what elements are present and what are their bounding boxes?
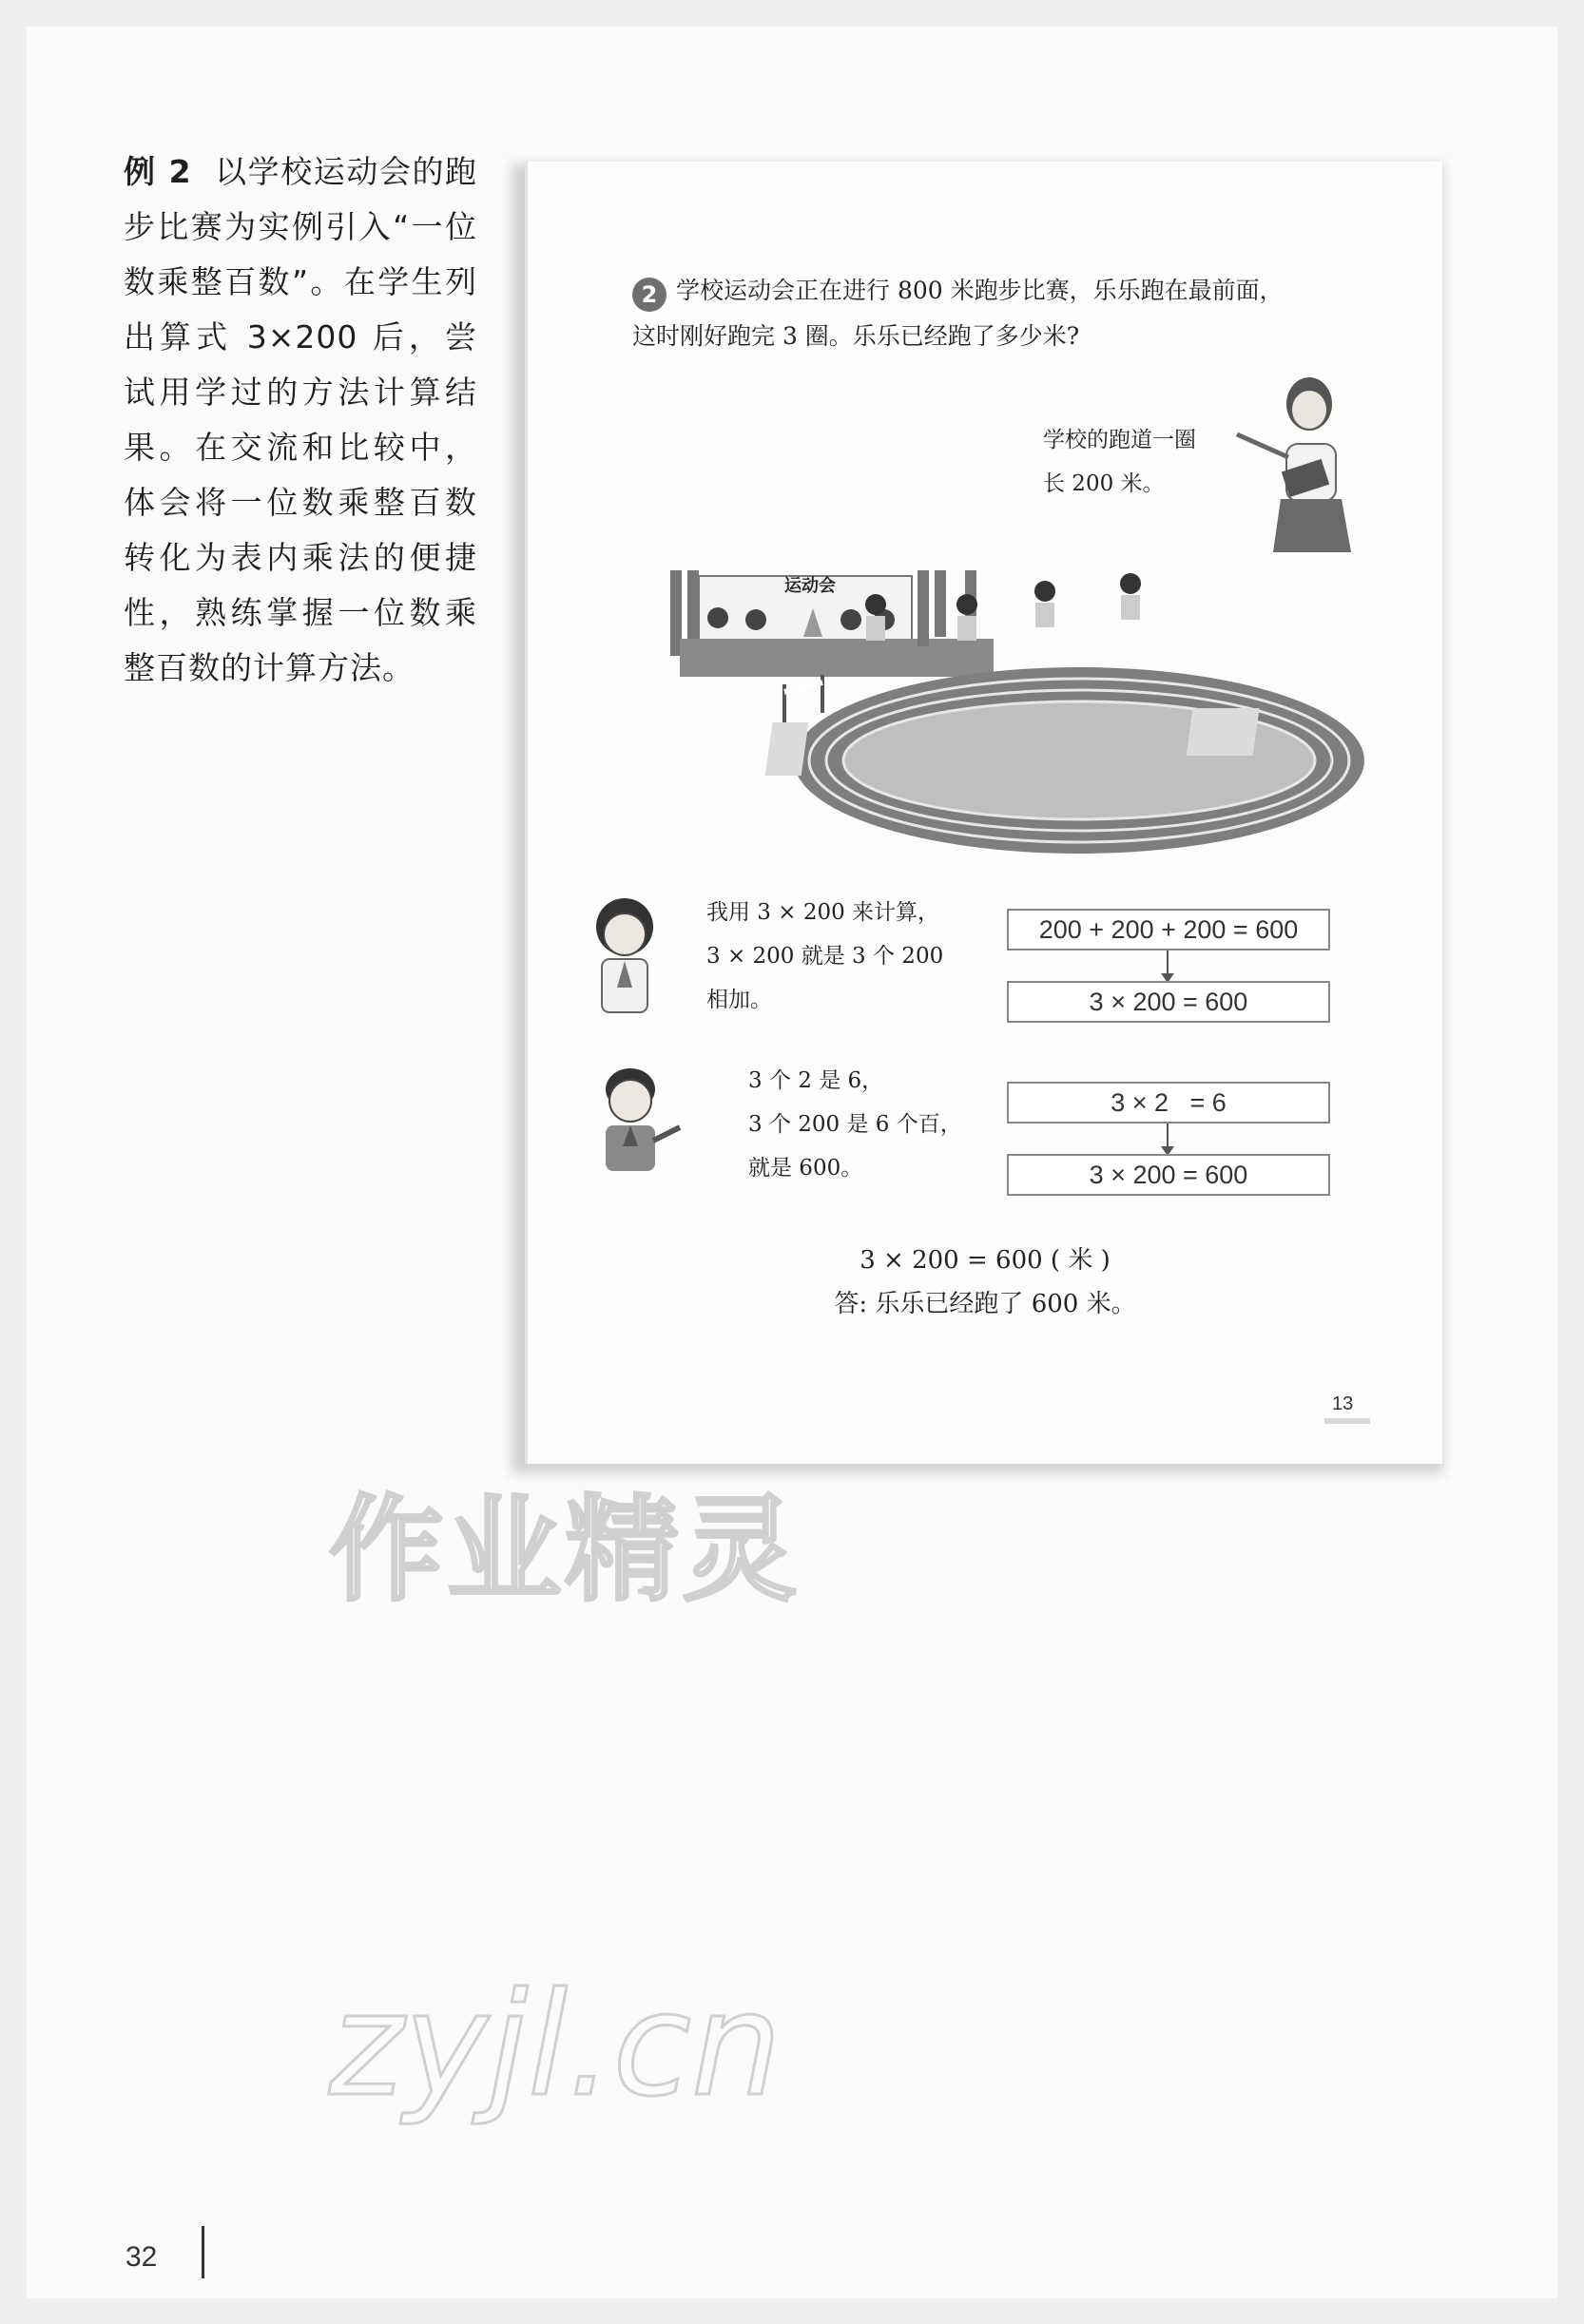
question-line-2: 这时刚好跑完 3 圈。乐乐已经跑了多少米? bbox=[632, 322, 1080, 350]
guide-text: 以学校运动会的跑步比赛为实例引入“一位数乘整百数”。在学生列出算式 3×200 后，尝试用学过的方法计算结果。在交流和比较中，体会将一位数乘整百数转化为表内乘法的便捷性，熟练掌握一位数乘整百数的计算方法。 bbox=[124, 153, 477, 686]
guide-tag: 例 2 bbox=[124, 153, 192, 190]
page-number: 32 bbox=[126, 2241, 158, 2273]
arrow-down-icon bbox=[1167, 1124, 1169, 1154]
equation-1-bottom: 3 × 200 = 600 bbox=[1007, 981, 1330, 1023]
equation-2-bottom: 3 × 200 = 600 bbox=[1007, 1154, 1330, 1196]
equation-1-top: 200 + 200 + 200 = 600 bbox=[1007, 909, 1330, 951]
example-badge: 2 bbox=[632, 278, 666, 312]
girl-speech bbox=[706, 891, 943, 1022]
arrow-down-icon bbox=[1167, 951, 1169, 981]
girl-line-3: 相加。 bbox=[706, 988, 772, 1012]
page-number-divider bbox=[202, 2226, 204, 2278]
boy-line-1: 3 个 2 是 6， bbox=[748, 1068, 884, 1093]
formula: 3 × 200 = 600 ( 米 ) bbox=[860, 1246, 1111, 1275]
banner-text: 运动会 bbox=[784, 576, 836, 596]
teacher-line-1: 学校的跑道一圈 bbox=[1043, 428, 1196, 452]
teaching-guide-note bbox=[124, 144, 477, 696]
teacher-speech bbox=[1043, 418, 1196, 506]
textbook-page bbox=[525, 162, 1442, 1464]
question-line-1: 学校运动会正在进行 800 米跑步比赛，乐乐跑在最前面， bbox=[676, 277, 1284, 304]
boy-line-2: 3 个 200 是 6 个百， bbox=[748, 1112, 962, 1137]
girl-line-2: 3 × 200 就是 3 个 200 bbox=[706, 944, 944, 969]
equation-2-top: 3 × 2 = 6 bbox=[1007, 1082, 1330, 1124]
girl-illustration bbox=[583, 896, 687, 1029]
teacher-illustration bbox=[1231, 366, 1374, 556]
question bbox=[632, 268, 1431, 359]
watermark-url: zyjl.cn bbox=[329, 1963, 782, 2128]
textbook-page-number: 13 bbox=[1332, 1393, 1354, 1414]
girl-line-1: 我用 3 × 200 来计算， bbox=[706, 900, 940, 925]
track-illustration bbox=[670, 570, 1374, 855]
answer: 答: 乐乐已经跑了 600 米。 bbox=[834, 1290, 1136, 1318]
boy-speech bbox=[748, 1059, 962, 1190]
teacher-line-2: 长 200 米。 bbox=[1043, 471, 1165, 496]
watermark-chinese: 作业精灵 bbox=[329, 1485, 801, 1617]
boy-line-3: 就是 600。 bbox=[748, 1156, 863, 1181]
boy-illustration bbox=[581, 1065, 686, 1207]
